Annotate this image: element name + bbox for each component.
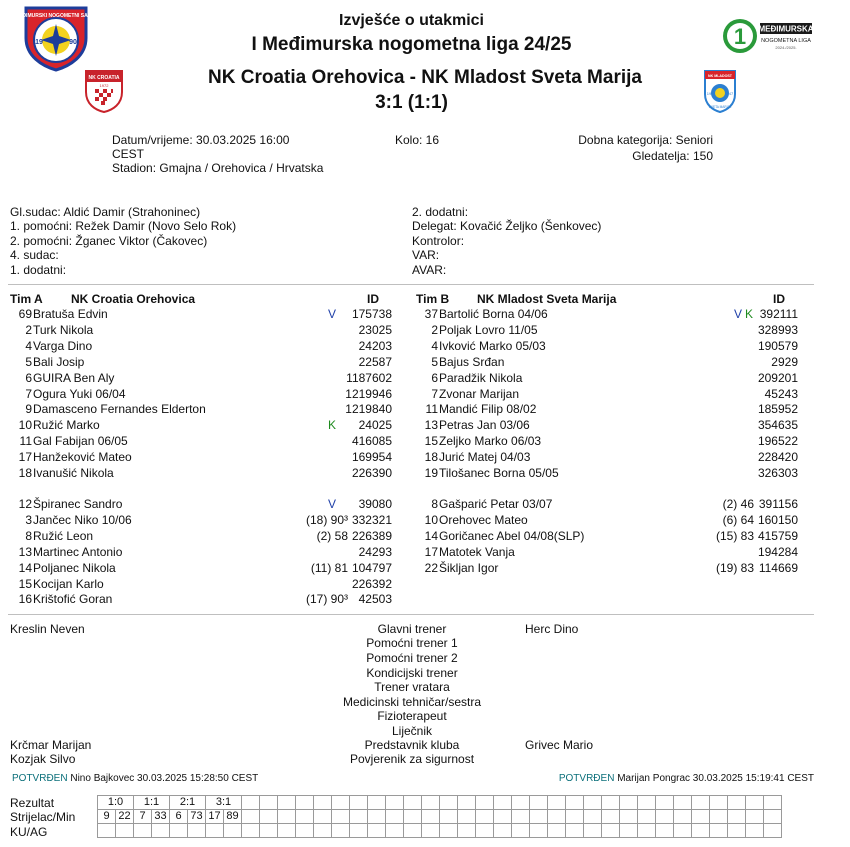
divider [8, 614, 814, 615]
empty-cell [296, 824, 314, 838]
player-id: 1219946 [345, 386, 392, 401]
player-id: 391156 [758, 497, 798, 511]
empty-cell [386, 796, 404, 810]
scorer-number-cell: 9 [98, 810, 116, 824]
player-name: Špiranec Sandro [33, 497, 123, 511]
empty-cell [314, 824, 332, 838]
empty-cell [602, 810, 620, 824]
federation-logo-year-right: 90 [69, 39, 77, 46]
empty-cell [350, 796, 368, 810]
spectators: Gledatelja: 150 [632, 149, 713, 163]
player-name: Petras Jan 03/06 [439, 418, 530, 433]
away-confirmation-text: Marijan Pongrac 30.03.2025 15:19:41 CEST [617, 773, 814, 784]
player-id: 228420 [757, 450, 798, 465]
staff-role: Kondicijski trener [366, 666, 458, 680]
empty-cell [638, 796, 656, 810]
player-name: Bartolić Borna 04/06 [439, 307, 548, 321]
empty-cell [512, 810, 530, 824]
player-name: Damasceno Fernandes Elderton [33, 402, 206, 417]
player-id: 104797 [351, 560, 392, 575]
player-number: 13 [18, 544, 32, 559]
empty-cell [656, 810, 674, 824]
player-name: Jančec Niko 10/06 [33, 512, 132, 527]
empty-cell [476, 824, 494, 838]
player-id: 175738 [351, 307, 392, 321]
league-title: I Međimurska nogometna liga 24/25 [251, 34, 572, 55]
empty-cell [512, 824, 530, 838]
empty-cell [296, 796, 314, 810]
player-number: 5 [431, 354, 438, 369]
home-confirmed-badge: POTVRĐEN [12, 773, 68, 784]
empty-cell [692, 796, 710, 810]
empty-cell [584, 796, 602, 810]
empty-cell [566, 796, 584, 810]
captain-mark: K [745, 307, 754, 321]
empty-cell [584, 810, 602, 824]
player-id: 23025 [358, 322, 392, 337]
player-number: 12 [18, 497, 32, 511]
player-name: Gašparić Petar 03/07 [439, 497, 553, 511]
empty-cell [710, 810, 728, 824]
substitution-info: (18) 90³ [305, 512, 348, 527]
empty-cell [710, 824, 728, 838]
home-logo-year: 1972 [99, 83, 109, 88]
substitution-info: (6) 64 [722, 512, 754, 527]
empty-cell [746, 810, 764, 824]
player-name: GUIRA Ben Aly [33, 370, 115, 385]
scorer-label: Strijelac/Min [10, 810, 76, 824]
empty-cell [368, 810, 386, 824]
player-id: 354635 [757, 418, 798, 433]
player-id: 24203 [358, 338, 392, 353]
player-number: 13 [424, 418, 438, 433]
away-confirmed-badge: POTVRĐEN [558, 773, 615, 784]
player-id: 1219840 [345, 402, 392, 417]
empty-cell [458, 796, 476, 810]
empty-cell [152, 824, 170, 838]
player-name: Jurić Matej 04/03 [439, 450, 531, 465]
player-id: 392111 [759, 307, 798, 321]
staff-role: Predstavnik kluba [364, 738, 460, 752]
empty-cell [674, 824, 692, 838]
empty-cell [638, 824, 656, 838]
player-name: Ružić Marko [33, 418, 100, 433]
player-name: Gal Fabijan 06/05 [33, 434, 128, 449]
empty-cell [242, 796, 260, 810]
player-number: 15 [424, 434, 438, 449]
substitution-info: (11) 81 [310, 560, 348, 575]
scorer-number-cell: 17 [206, 810, 224, 824]
player-number: 5 [25, 354, 32, 369]
home-club-rep: Krčmar Marijan [10, 738, 92, 752]
player-number: 4 [25, 338, 32, 353]
player-id: 24293 [358, 544, 392, 559]
player-name: Poljanec Nikola [33, 560, 116, 575]
captain-mark: K [328, 418, 337, 433]
empty-cell [638, 810, 656, 824]
player-name: Mandić Filip 08/02 [439, 402, 537, 417]
empty-cell [296, 810, 314, 824]
empty-cell [404, 810, 422, 824]
player-name: Tilošanec Borna 05/05 [439, 466, 559, 480]
empty-cell [494, 810, 512, 824]
empty-cell [476, 796, 494, 810]
official-right-4: AVAR: [412, 263, 447, 277]
empty-cell [584, 824, 602, 838]
team-b-name: NK Mladost Sveta Marija [477, 292, 617, 306]
official-right-0: 2. dodatni: [412, 205, 469, 219]
player-name: Kocijan Karlo [33, 576, 104, 591]
empty-cell [422, 796, 440, 810]
empty-cell [350, 810, 368, 824]
player-name: Ogura Yuki 06/04 [33, 386, 126, 401]
player-id: 415759 [757, 528, 798, 543]
player-name: Zeljko Marko 06/03 [439, 434, 542, 449]
empty-cell [116, 824, 134, 838]
empty-cell [566, 810, 584, 824]
empty-cell [674, 796, 692, 810]
goalkeeper-mark: V [734, 307, 743, 321]
team-a-name: NK Croatia Orehovica [71, 292, 196, 306]
player-number: 6 [25, 370, 32, 385]
player-number: 18 [18, 466, 32, 480]
away-logo-bottom: SVETA MARIJA [708, 105, 732, 109]
empty-cell [278, 824, 296, 838]
empty-cell [242, 810, 260, 824]
staff-role: Pomoćni trener 2 [366, 651, 458, 665]
player-id: 416085 [351, 434, 392, 449]
player-id: 196522 [757, 434, 798, 449]
score-cell: 1:1 [134, 796, 170, 810]
player-name: Ivanušić Nikola [33, 466, 114, 480]
player-id: 45243 [764, 386, 798, 401]
player-id: 194284 [757, 544, 798, 559]
player-name: Bajus Srđan [439, 354, 505, 369]
home-confirmation [12, 773, 258, 784]
player-number: 37 [424, 307, 438, 321]
empty-cell [368, 824, 386, 838]
player-id: 22587 [358, 354, 392, 369]
empty-cell [602, 796, 620, 810]
empty-cell [98, 824, 116, 838]
player-number: 8 [25, 528, 32, 543]
staff-role: Trener vratara [374, 680, 450, 694]
empty-cell [224, 824, 242, 838]
player-name: Zvonar Marijan [439, 386, 520, 401]
empty-cell [692, 810, 710, 824]
player-number: 14 [424, 528, 438, 543]
empty-cell [458, 824, 476, 838]
official-right-2: Kontrolor: [412, 234, 465, 248]
away-logo-year-left: 19 [706, 91, 712, 96]
away-logo-year-right: 47 [728, 91, 734, 96]
player-id: 2929 [771, 354, 798, 369]
empty-cell [548, 810, 566, 824]
player-id: 226390 [351, 466, 392, 480]
empty-cell [692, 824, 710, 838]
empty-cell [368, 796, 386, 810]
player-number: 69 [18, 307, 32, 321]
player-number: 2 [25, 322, 32, 337]
corners-label: KU/AG [10, 825, 48, 839]
empty-cell [440, 810, 458, 824]
empty-cell [206, 824, 224, 838]
player-number: 22 [424, 560, 438, 575]
match-timezone: CEST [112, 147, 145, 161]
official-right-1: Delegat: Kovačić Željko (Šenkovec) [412, 219, 602, 233]
empty-cell [242, 824, 260, 838]
empty-cell [512, 796, 530, 810]
empty-cell [440, 796, 458, 810]
player-name: Matotek Vanja [439, 544, 515, 559]
empty-cell [530, 810, 548, 824]
empty-cell [350, 824, 368, 838]
match-datetime: Datum/vrijeme: 30.03.2025 16:00 [112, 133, 290, 147]
report-title: Izvješće o utakmici [339, 12, 484, 29]
league-logo-sub: NOGOMETNA LIGA [761, 38, 811, 44]
substitution-info: (2) 58 [316, 528, 348, 543]
player-name: Bali Josip [33, 354, 85, 369]
official-left-1: 1. pomoćni: Režek Damir (Novo Selo Rok) [10, 219, 237, 233]
player-name: Paradžik Nikola [439, 370, 523, 385]
staff-role: Pomoćni trener 1 [366, 636, 458, 650]
match-title: NK Croatia Orehovica - NK Mladost Sveta Marija [208, 67, 642, 88]
player-number: 19 [424, 466, 438, 480]
away-logo-top: NK MLADOST [708, 74, 732, 78]
empty-cell [422, 824, 440, 838]
goalkeeper-mark: V [328, 307, 337, 321]
player-name: Ivković Marko 05/03 [439, 338, 546, 353]
empty-cell [764, 810, 782, 824]
player-name: Varga Dino [33, 338, 93, 353]
score-cell: 3:1 [206, 796, 242, 810]
score-cell: 2:1 [170, 796, 206, 810]
player-number: 7 [431, 386, 438, 401]
official-left-4: 1. dodatni: [10, 263, 67, 277]
staff-role: Glavni trener [377, 622, 447, 636]
league-logo-name: MEĐIMURSKA [758, 24, 814, 34]
away-club-rep: Grivec Mario [525, 738, 594, 752]
scorer-minute-cell: 22 [116, 810, 134, 824]
player-id: 39080 [358, 497, 392, 511]
home-security: Kozjak Silvo [10, 752, 76, 766]
player-id: 1187602 [346, 370, 392, 385]
player-id: 185952 [757, 402, 798, 417]
empty-cell [620, 810, 638, 824]
player-name: Orehovec Mateo [439, 512, 528, 527]
player-id: 328993 [757, 322, 798, 337]
result-label: Rezultat [10, 796, 55, 810]
player-number: 9 [25, 402, 32, 417]
divider [8, 284, 814, 285]
empty-cell [440, 824, 458, 838]
away-head-coach: Herc Dino [525, 622, 579, 636]
team-b-label: Tim B [416, 292, 450, 306]
official-right-3: VAR: [412, 248, 440, 262]
result-grid-row [98, 810, 782, 824]
match-score: 3:1 (1:1) [375, 92, 448, 113]
empty-cell [170, 824, 188, 838]
player-name: Hanžeković Mateo [33, 450, 132, 465]
player-number: 2 [431, 322, 438, 337]
empty-cell [530, 824, 548, 838]
player-id: 169954 [351, 450, 392, 465]
staff-role: Medicinski tehničar/sestra [342, 695, 482, 709]
empty-cell [728, 796, 746, 810]
player-number: 15 [18, 576, 32, 591]
empty-cell [278, 796, 296, 810]
empty-cell [494, 796, 512, 810]
player-name: Bratuša Edvin [33, 307, 108, 321]
empty-cell [494, 824, 512, 838]
official-left-0: Gl.sudac: Aldić Damir (Strahoninec) [10, 205, 201, 219]
match-round: Kolo: 16 [395, 133, 440, 147]
empty-cell [386, 810, 404, 824]
player-id: 24025 [358, 418, 392, 433]
empty-cell [656, 796, 674, 810]
empty-cell [134, 824, 152, 838]
player-number: 17 [424, 544, 438, 559]
home-logo-top: NK CROATIA [88, 75, 120, 81]
empty-cell [548, 824, 566, 838]
staff-role: Fizioterapeut [377, 709, 447, 723]
empty-cell [710, 796, 728, 810]
substitution-info: (15) 83 [715, 528, 754, 543]
team-a-label: Tim A [10, 292, 43, 306]
team-b-id-header: ID [773, 292, 785, 306]
empty-cell [278, 810, 296, 824]
empty-cell [332, 796, 350, 810]
empty-cell [314, 796, 332, 810]
away-confirmation [480, 773, 814, 784]
player-number: 7 [25, 386, 32, 401]
official-left-2: 2. pomoćni: Žganec Viktor (Čakovec) [10, 234, 208, 248]
scorer-number-cell: 6 [170, 810, 188, 824]
empty-cell [260, 810, 278, 824]
empty-cell [476, 810, 494, 824]
scorer-minute-cell: 73 [188, 810, 206, 824]
empty-cell [566, 824, 584, 838]
empty-cell [386, 824, 404, 838]
federation-logo-year-left: 19 [35, 39, 43, 46]
empty-cell [620, 796, 638, 810]
player-number: 17 [18, 450, 32, 465]
official-left-3: 4. sudac: [10, 248, 59, 262]
player-id: 209201 [757, 370, 798, 385]
player-number: 8 [431, 497, 438, 511]
player-name: Šikljan Igor [439, 560, 499, 575]
player-name: Ružić Leon [33, 528, 94, 543]
player-number: 14 [18, 560, 32, 575]
empty-cell [764, 796, 782, 810]
player-number: 3 [25, 512, 32, 527]
player-id: 326303 [757, 466, 798, 480]
federation-logo-top: MEĐIMURSKI NOGOMETNI SAVEZ [14, 13, 98, 19]
substitution-info: (19) 83 [715, 560, 754, 575]
empty-cell [404, 796, 422, 810]
player-number: 4 [431, 338, 438, 353]
player-number: 16 [18, 592, 32, 607]
goalkeeper-mark: V [328, 497, 337, 511]
player-id: 190579 [757, 338, 798, 353]
empty-cell [746, 824, 764, 838]
empty-cell [188, 824, 206, 838]
player-id: 226392 [351, 576, 392, 591]
empty-cell [764, 824, 782, 838]
empty-cell [656, 824, 674, 838]
staff-role: Liječnik [391, 724, 433, 738]
player-name: Goričanec Abel 04/08(SLP) [439, 528, 585, 543]
result-grid-row [98, 824, 782, 838]
player-number: 6 [431, 370, 438, 385]
substitution-info: (2) 46 [722, 497, 754, 511]
player-id: 226389 [351, 528, 392, 543]
empty-cell [260, 796, 278, 810]
player-number: 18 [424, 450, 438, 465]
player-name: Turk Nikola [33, 322, 94, 337]
player-name: Martinec Antonio [33, 544, 123, 559]
empty-cell [422, 810, 440, 824]
home-confirmation-text: Nino Bajkovec 30.03.2025 15:28:50 CEST [70, 773, 259, 784]
empty-cell [674, 810, 692, 824]
substitution-info: (17) 90³ [305, 592, 348, 607]
staff-role: Povjerenik za sigurnost [349, 752, 475, 766]
empty-cell [746, 796, 764, 810]
match-stadium: Stadion: Gmajna / Orehovica / Hrvatska [112, 161, 324, 175]
empty-cell [602, 824, 620, 838]
player-name: Krištofić Goran [33, 592, 113, 607]
empty-cell [404, 824, 422, 838]
player-number: 10 [424, 512, 438, 527]
age-category: Dobna kategorija: Seniori [578, 133, 713, 147]
empty-cell [728, 810, 746, 824]
player-number: 11 [425, 402, 438, 417]
result-table [97, 795, 782, 838]
league-logo-number: 1 [733, 24, 747, 49]
empty-cell [530, 796, 548, 810]
result-grid-row [98, 796, 782, 810]
home-head-coach: Kreslin Neven [10, 622, 85, 636]
empty-cell [332, 810, 350, 824]
empty-cell [620, 824, 638, 838]
empty-cell [548, 796, 566, 810]
empty-cell [260, 824, 278, 838]
team-a-id-header: ID [367, 292, 379, 306]
player-id: 42503 [358, 592, 392, 607]
player-id: 114669 [758, 560, 798, 575]
player-name: Poljak Lovro 11/05 [439, 322, 538, 337]
player-id: 332321 [351, 512, 392, 527]
league-logo-year: 2024./2025. [775, 45, 797, 50]
empty-cell [728, 824, 746, 838]
player-number: 10 [18, 418, 32, 433]
scorer-minute-cell: 89 [224, 810, 242, 824]
empty-cell [314, 810, 332, 824]
player-number: 11 [19, 434, 32, 449]
scorer-number-cell: 7 [134, 810, 152, 824]
empty-cell [332, 824, 350, 838]
score-cell: 1:0 [98, 796, 134, 810]
player-id: 160150 [757, 512, 798, 527]
scorer-minute-cell: 33 [152, 810, 170, 824]
empty-cell [458, 810, 476, 824]
